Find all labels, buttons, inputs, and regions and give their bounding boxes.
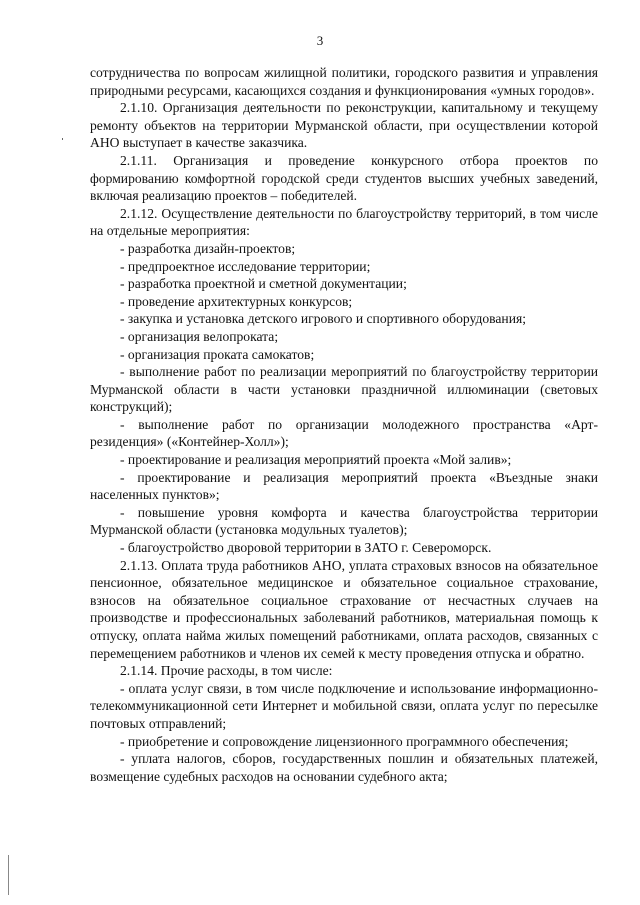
- list-item: - выполнение работ по организации молодежного пространства «Арт-резиденция» («Контейнер-Холл»);: [90, 416, 598, 450]
- list-item: - организация проката самокатов;: [120, 346, 315, 362]
- list-item: - повышение уровня комфорта и качества благоустройства территории Мурманской области (установка модульных туалетов);: [90, 504, 598, 538]
- page-number: 3: [316, 33, 324, 48]
- list-item: - проектирование и реализация мероприятий проекта «Въездные знаки населенных пунктов»;: [90, 469, 598, 503]
- list-item: - закупка и установка детского игрового и спортивного оборудования;: [120, 311, 527, 327]
- list-item: - разработка дизайн-проектов;: [120, 240, 296, 256]
- list-item: - благоустройство дворовой территории в ЗАТО г. Североморск.: [120, 540, 492, 556]
- section-2-1-10: 2.1.10. Организация деятельности по реконструкции, капитальному и текущему ремонту объектов на территории Мурманской области, при осуществлении которой АНО выступает в качестве заказчика.: [90, 100, 598, 151]
- section-2-1-11: 2.1.11. Организация и проведение конкурсного отбора проектов по формированию комфортной городской среди студентов высших учебных заведений, включая реализацию проектов – победителей.: [90, 152, 598, 204]
- scan-edge-mark: [8, 855, 9, 895]
- margin-mark: [62, 138, 63, 140]
- list-item: - уплата налогов, сборов, государственных пошлин и обязательных платежей, возмещение судебных расходов на основании судебного акта;: [90, 751, 598, 784]
- list-item: - разработка проектной и сметной документации;: [120, 276, 407, 292]
- document-body: [90, 64, 598, 785]
- continuation-paragraph: сотрудничества по вопросам жилищной политики, городского развития и управления природными ресурсами, касающихся создания и функционирования «умных городов».: [90, 65, 598, 98]
- list-item: - предпроектное исследование территории;: [120, 258, 371, 274]
- list-item: - организация велопроката;: [120, 328, 279, 344]
- list-item: - выполнение работ по реализации мероприятий по благоустройству территории Мурманской области в части установки праздничной иллюминации (световых конструкций);: [90, 364, 598, 415]
- list-item: - приобретение и сопровождение лицензионного программного обеспечения;: [120, 733, 569, 749]
- list-item: - оплата услуг связи, в том числе подключение и использование информационно-телекоммуникационной сети Интернет и мобильной связи, оплата услуг по пересылке почтовых отправлений;: [90, 680, 598, 731]
- list-item: - проектирование и реализация мероприятий проекта «Мой залив»;: [120, 452, 512, 468]
- section-2-1-12: 2.1.12. Осуществление деятельности по благоустройству территорий, в том числе на отдельные мероприятия:: [90, 205, 598, 239]
- section-2-1-14: 2.1.14. Прочие расходы, в том числе:: [120, 663, 333, 679]
- list-item: - проведение архитектурных конкурсов;: [120, 293, 353, 309]
- section-2-1-13: 2.1.13. Оплата труда работников АНО, уплата страховых взносов на обязательное пенсионное, обязательное медицинское и обязательное социальное страхование, взносов на обязательное социальное страхование от несчастных случаев на производстве и профессиональных заболеваний работников, материальная помощь к отпуску, оплата найма жилых помещений работниками, оплата расходов, связанных с перемещением работников и членов их семей к месту проведения отпуска и обратно.: [90, 557, 598, 661]
